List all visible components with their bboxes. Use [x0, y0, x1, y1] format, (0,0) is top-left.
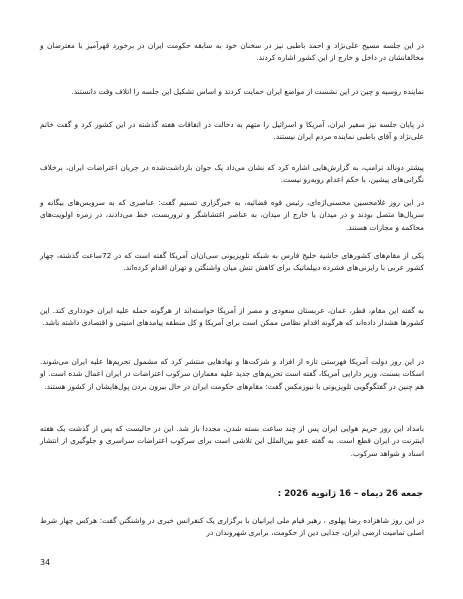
paragraph-2: نماینده روسیه و چین در این نشست از مواضع ایران حمایت کردند و اساس تشکیل این جلسه را اتلاف وقت دانستند. — [71, 87, 424, 96]
paragraph-6: یکی از مقام‌های کشورهای حاشیه خلیج فارس به شبکه تلویزیونی سی‌ان‌ان آمریکا گفته است که در 72ساعت گذشته، چهار کشور عربی با رایزنی‌های فشرده دیپلماتیک برای کاهش تنش میان واشنگتن و تهران اقدام کرده‌اند. — [40, 251, 424, 273]
paragraph-3: در پایان جلسه نیز سفیر ایران، آمریکا و اسرائیل را متهم به دخالت در اتفاقات هفته گذشته در این کشور کرد و گفت خاتم علی‌نژاد و آقای باطبی نماینده مردم ایران نیستند. — [40, 120, 424, 142]
paragraph-10: در این روز شاهزاده رضا پهلوی ، رهبر قیام ملی ایرانیان با برگزاری یک کنفرانس خبری در واشنگتن گفت: هرکس چهار شرط اصلی تمامیت ارضی ایران، جدایی دین از حکومت، برابری شهروندان در — [40, 516, 424, 538]
page-number: 34 — [40, 558, 51, 567]
paragraph-1: در این جلسه مسیح علی‌نژاد و احمد باطبی نیز در سخنان خود به سابقه حکومت ایران در برخورد قهرآمیز با معترضان و مخالفانشان در داخل و خارج از این کشور اشاره کردند. — [40, 41, 424, 63]
paragraph-9: بامداد این روز حریم هوایی ایران پس از چند ساعت بسته شدن، مجددا باز شد. این در حالیست که پس از گذشت یک هفته اینترنت در ایران قطع است. به گفته عفو بین‌الملل این تلاشی است برای سرکوب اعتراضات سراسری و جلوگیری از انتشار اسناد و شواهد سرکوب. — [40, 424, 424, 458]
paragraph-7: به گفته این مقام، قطر، عمان، عربستان سعودی و مصر از آمریکا خواسته‌اند از هرگونه حمله علیه ایران خودداری کند. این کشورها هشدار داده‌اند که هرگونه اقدام نظامی ممکن است برای آمریکا و کل منطقه پیامدهای امنیتی و اقتصادی داشته باشد. — [40, 306, 424, 328]
paragraph-4: پیشتر دونالد ترامپ، به گزارش‌هایی اشاره کرد که نشان می‌داد یک جوان بازداشت‌شده در جریان اعتراضات ایران، برخلاف نگرانی‌های پیشین، با حکم اعدام روبه‌رو نیست. — [40, 163, 424, 185]
paragraph-5: در این روز غلامحسین محسنی‌اژه‌ای، رئیس قوه قضائیه، به خبرگزاری تسنیم گفت: عناصری که به سرویس‌های بیگانه و سریال‌ها متصل بودند و در میدان یا خارج از میدان، به عناصر اغتشاشگر و تروریست، خط می‌دادند، در زمره اولویت‌های محاکمه و مجازات هستند. — [40, 198, 424, 232]
date-heading: جمعه 26 دیماه – 16 ژانویه 2026 : — [277, 489, 423, 499]
paragraph-8: در این روز دولت آمریکا فهرستی تازه از افراد و شرکت‌ها و نهادهایی منتشر کرد که مشمول تحریم‌ها علیه ایران می‌شوند. اسکات بسنت، وزیر دارایی آمریکا، گفته است تحریم‌های جدید علیه معماران سرکوب اعتراضات در ایران اعمال شده است. او هم چنین در گفتگوگویی تلویزیونی با نیوزمکس گفت: مقام‌های حکومت ایران در حال بیرون بردن پول‌هایشان از کشور هستند. — [40, 357, 424, 391]
